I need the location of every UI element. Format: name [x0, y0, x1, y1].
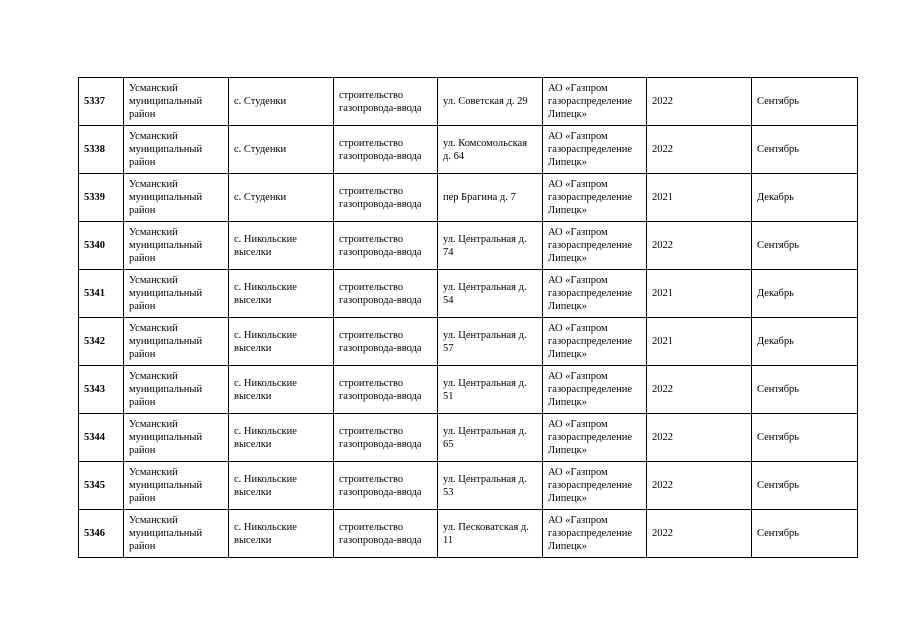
cell-number: 5345: [79, 462, 124, 510]
table-row: [79, 414, 858, 462]
table-row: [79, 126, 858, 174]
cell-work-type: строительство газопровода-ввода: [334, 222, 438, 270]
table-row: [79, 222, 858, 270]
cell-year: 2022: [647, 414, 752, 462]
cell-address: ул. Центральная д. 57: [438, 318, 543, 366]
cell-address: ул. Центральная д. 54: [438, 270, 543, 318]
cell-year: 2022: [647, 510, 752, 558]
cell-year: 2021: [647, 318, 752, 366]
table-row: [79, 78, 858, 126]
cell-address: ул. Центральная д. 51: [438, 366, 543, 414]
cell-work-type: строительство газопровода-ввода: [334, 414, 438, 462]
cell-district: Усманский муниципальный район: [124, 510, 229, 558]
table-row: [79, 510, 858, 558]
cell-year: 2022: [647, 222, 752, 270]
cell-locality: с. Студенки: [229, 78, 334, 126]
cell-work-type: строительство газопровода-ввода: [334, 270, 438, 318]
table-row: [79, 366, 858, 414]
cell-organization: АО «Газпром газораспределение Липецк»: [543, 318, 647, 366]
cell-locality: с. Никольские выселки: [229, 462, 334, 510]
cell-district: Усманский муниципальный район: [124, 462, 229, 510]
cell-number: 5341: [79, 270, 124, 318]
cell-organization: АО «Газпром газораспределение Липецк»: [543, 366, 647, 414]
cell-work-type: строительство газопровода-ввода: [334, 126, 438, 174]
cell-organization: АО «Газпром газораспределение Липецк»: [543, 174, 647, 222]
cell-month: Сентябрь: [752, 414, 858, 462]
cell-number: 5342: [79, 318, 124, 366]
cell-organization: АО «Газпром газораспределение Липецк»: [543, 222, 647, 270]
cell-organization: АО «Газпром газораспределение Липецк»: [543, 270, 647, 318]
table-row: [79, 462, 858, 510]
cell-organization: АО «Газпром газораспределение Липецк»: [543, 462, 647, 510]
table-row: [79, 318, 858, 366]
cell-locality: с. Никольские выселки: [229, 222, 334, 270]
cell-work-type: строительство газопровода-ввода: [334, 318, 438, 366]
cell-number: 5337: [79, 78, 124, 126]
cell-district: Усманский муниципальный район: [124, 174, 229, 222]
cell-month: Сентябрь: [752, 78, 858, 126]
cell-address: пер Брагина д. 7: [438, 174, 543, 222]
cell-year: 2022: [647, 78, 752, 126]
cell-year: 2021: [647, 174, 752, 222]
table-row: [79, 270, 858, 318]
cell-number: 5344: [79, 414, 124, 462]
cell-district: Усманский муниципальный район: [124, 318, 229, 366]
cell-work-type: строительство газопровода-ввода: [334, 366, 438, 414]
cell-address: ул. Центральная д. 74: [438, 222, 543, 270]
cell-district: Усманский муниципальный район: [124, 366, 229, 414]
cell-work-type: строительство газопровода-ввода: [334, 462, 438, 510]
cell-number: 5340: [79, 222, 124, 270]
cell-month: Декабрь: [752, 270, 858, 318]
cell-address: ул. Комсомольская д. 64: [438, 126, 543, 174]
cell-year: 2022: [647, 126, 752, 174]
table-body: [79, 78, 858, 558]
cell-locality: с. Студенки: [229, 126, 334, 174]
cell-address: ул. Центральная д. 53: [438, 462, 543, 510]
cell-work-type: строительство газопровода-ввода: [334, 78, 438, 126]
cell-district: Усманский муниципальный район: [124, 126, 229, 174]
cell-district: Усманский муниципальный район: [124, 414, 229, 462]
cell-year: 2022: [647, 462, 752, 510]
cell-district: Усманский муниципальный район: [124, 270, 229, 318]
cell-month: Декабрь: [752, 174, 858, 222]
cell-address: ул. Центральная д. 65: [438, 414, 543, 462]
cell-number: 5346: [79, 510, 124, 558]
cell-locality: с. Никольские выселки: [229, 318, 334, 366]
cell-organization: АО «Газпром газораспределение Липецк»: [543, 414, 647, 462]
cell-month: Сентябрь: [752, 126, 858, 174]
cell-organization: АО «Газпром газораспределение Липецк»: [543, 78, 647, 126]
cell-organization: АО «Газпром газораспределение Липецк»: [543, 510, 647, 558]
cell-locality: с. Студенки: [229, 174, 334, 222]
cell-locality: с. Никольские выселки: [229, 414, 334, 462]
cell-number: 5339: [79, 174, 124, 222]
cell-month: Декабрь: [752, 318, 858, 366]
cell-locality: с. Никольские выселки: [229, 510, 334, 558]
cell-locality: с. Никольские выселки: [229, 270, 334, 318]
table-row: [79, 174, 858, 222]
cell-month: Сентябрь: [752, 222, 858, 270]
cell-organization: АО «Газпром газораспределение Липецк»: [543, 126, 647, 174]
cell-month: Сентябрь: [752, 462, 858, 510]
cell-work-type: строительство газопровода-ввода: [334, 174, 438, 222]
cell-locality: с. Никольские выселки: [229, 366, 334, 414]
cell-district: Усманский муниципальный район: [124, 222, 229, 270]
cell-address: ул. Советская д. 29: [438, 78, 543, 126]
cell-year: 2022: [647, 366, 752, 414]
cell-year: 2021: [647, 270, 752, 318]
cell-month: Сентябрь: [752, 510, 858, 558]
cell-work-type: строительство газопровода-ввода: [334, 510, 438, 558]
cell-month: Сентябрь: [752, 366, 858, 414]
cell-number: 5343: [79, 366, 124, 414]
cell-district: Усманский муниципальный район: [124, 78, 229, 126]
gasification-table: [78, 77, 858, 558]
cell-address: ул. Песковатская д. 11: [438, 510, 543, 558]
cell-number: 5338: [79, 126, 124, 174]
